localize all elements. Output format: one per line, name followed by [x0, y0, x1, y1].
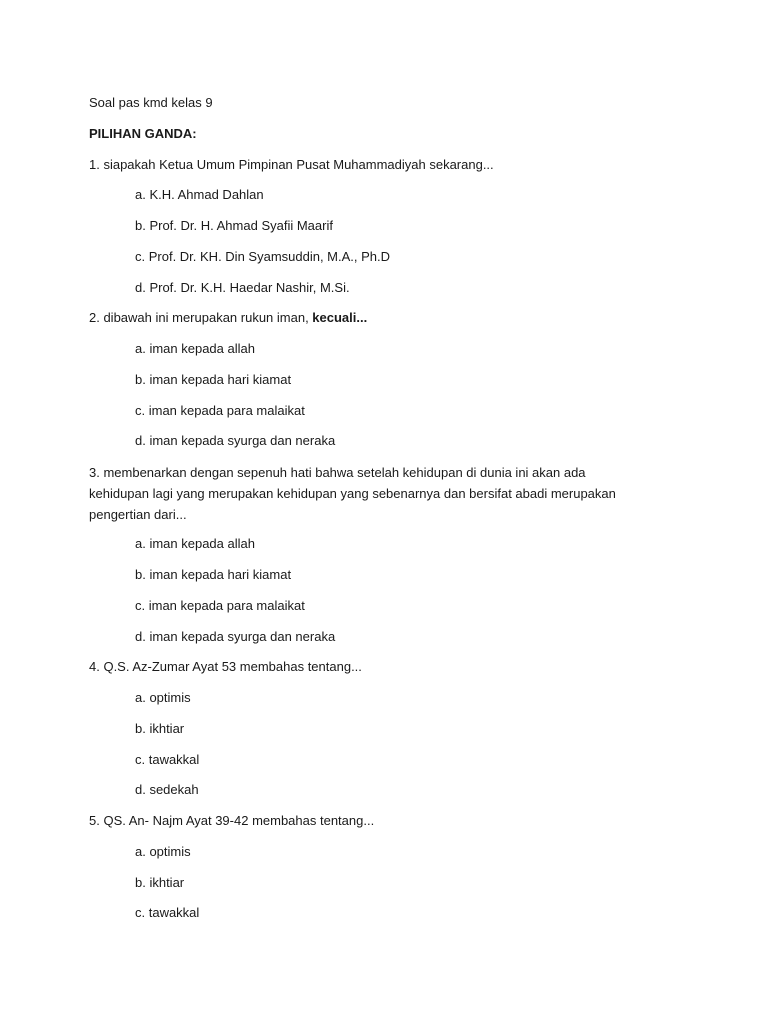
question-3-option-a: a. iman kepada allah — [135, 536, 255, 551]
document-title: Soal pas kmd kelas 9 — [89, 95, 213, 110]
question-3 — [89, 462, 669, 525]
question-5: 5. QS. An- Najm Ayat 39-42 membahas tentang... — [89, 813, 375, 828]
question-2 — [89, 308, 367, 328]
question-5-option-c: c. tawakkal — [135, 905, 200, 920]
question-4-option-c: c. tawakkal — [135, 752, 200, 767]
question-3-option-d: d. iman kepada syurga dan neraka — [135, 629, 336, 644]
question-4-option-b: b. ikhtiar — [135, 721, 185, 736]
section-heading: PILIHAN GANDA: — [89, 126, 197, 141]
question-3-line-2: kehidupan lagi yang merupakan kehidupan yang sebenarnya dan bersifat abadi merupakan — [89, 486, 616, 501]
question-1-option-d: d. Prof. Dr. K.H. Haedar Nashir, M.Si. — [135, 280, 350, 295]
question-5-option-b: b. ikhtiar — [135, 875, 185, 890]
question-2-emphasis: kecuali... — [312, 310, 368, 325]
question-2-option-b: b. iman kepada hari kiamat — [135, 372, 292, 387]
question-2-option-a: a. iman kepada allah — [135, 341, 255, 356]
question-4-option-a: a. optimis — [135, 690, 191, 705]
question-1: 1. siapakah Ketua Umum Pimpinan Pusat Muhammadiyah sekarang... — [89, 157, 494, 172]
question-5-option-a: a. optimis — [135, 844, 191, 859]
question-3-line-1: 3. membenarkan dengan sepenuh hati bahwa setelah kehidupan di dunia ini akan ada — [89, 465, 586, 480]
question-1-option-b: b. Prof. Dr. H. Ahmad Syafii Maarif — [135, 218, 333, 233]
question-4: 4. Q.S. Az-Zumar Ayat 53 membahas tentang... — [89, 659, 362, 674]
question-3-line-3: pengertian dari... — [89, 507, 187, 522]
question-3-option-c: c. iman kepada para malaikat — [135, 598, 305, 613]
question-2-option-c: c. iman kepada para malaikat — [135, 403, 305, 418]
question-2-text: 2. dibawah ini merupakan rukun iman, — [89, 310, 313, 325]
question-2-option-d: d. iman kepada syurga dan neraka — [135, 433, 336, 448]
question-1-option-c: c. Prof. Dr. KH. Din Syamsuddin, M.A., Ph.D — [135, 249, 391, 264]
question-1-option-a: a. K.H. Ahmad Dahlan — [135, 187, 264, 202]
question-3-option-b: b. iman kepada hari kiamat — [135, 567, 292, 582]
question-4-option-d: d. sedekah — [135, 782, 199, 797]
